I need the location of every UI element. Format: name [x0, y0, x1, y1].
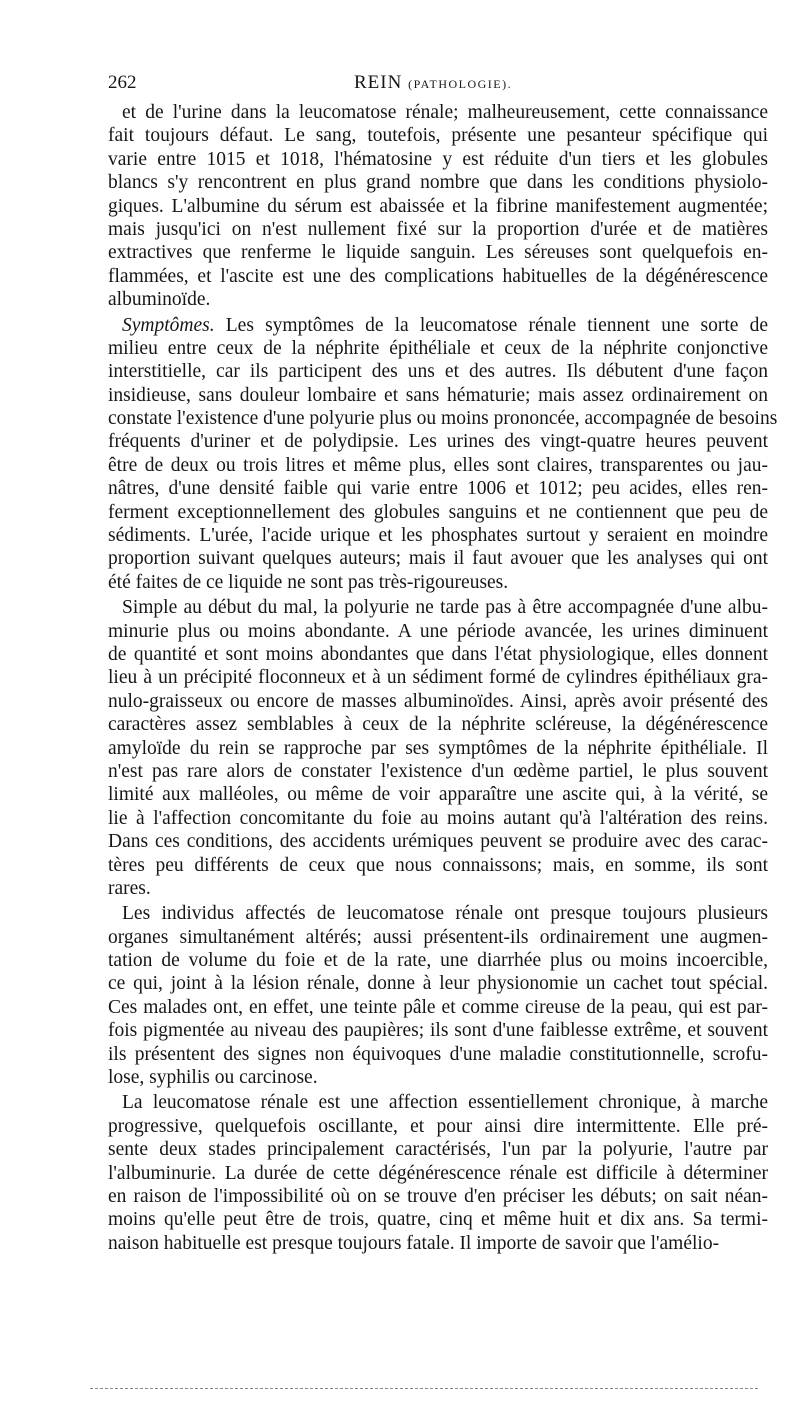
text-line: Les individus affectés de leucomatose rénale ont presque toujours plusieurs — [122, 903, 768, 925]
text-line: fois pigmentée au niveau des paupières; ils sont d'une faiblesse extrême, et souvent — [108, 1020, 768, 1042]
text-line: milieu entre ceux de la néphrite épithéliale et ceux de la néphrite conjonctive — [108, 337, 768, 359]
text-line: tères peu différents de ceux que nous connaissons; mais, en somme, ils sont — [108, 854, 768, 876]
text-line: extractives que renferme le liquide sanguin. Les séreuses sont quelquefois en- — [108, 242, 768, 264]
text-line: albuminoïde. — [108, 289, 211, 311]
text-line: tation de volume du foie et de la rate, une diarrhée plus ou moins incoercible, — [108, 950, 768, 972]
text-line: Ces malades ont, en effet, une teinte pâle et comme cireuse de la peau, qui est par- — [108, 996, 768, 1018]
footer-rule — [90, 1388, 758, 1389]
text-line: nâtres, d'une densité faible qui varie entre 1006 et 1012; peu acides, elles ren- — [108, 478, 768, 500]
body-text — [108, 101, 778, 1255]
text-line: mais jusqu'ici on n'est nullement fixé sur la proportion d'urée et de matières — [108, 218, 768, 240]
text-line: et de l'urine dans la leucomatose rénale; malheureusement, cette connaissance — [122, 102, 768, 123]
text-line: être de deux ou trois litres et même plus, elles sont claires, transparentes ou jau- — [108, 454, 768, 476]
page-number: 262 — [108, 72, 137, 93]
running-head — [354, 72, 512, 94]
text-line: varie entre 1015 et 1018, l'hématosine y est réduite d'un tiers et les globules — [108, 148, 768, 170]
text-line: lieu à un précipité floconneux et à un sédiment formé de cylindres épithéliaux gra- — [108, 667, 768, 689]
text-line: flammées, et l'ascite est une des complications habituelles de la dégénérescence — [108, 265, 768, 287]
section-heading: Symptômes. — [122, 314, 215, 336]
text-line: de quantité et sont moins abondantes que dans l'état physiologique, elles donnent — [108, 643, 768, 665]
text-line: nulo-graisseux ou encore de masses albuminoïdes. Ainsi, après avoir présenté des — [108, 690, 768, 712]
text-line: organes simultanément altérés; aussi présentent-ils ordinairement une augmen- — [108, 926, 768, 948]
text-line: sente deux stades principalement caractérisés, l'un par la polyurie, l'autre par — [108, 1139, 768, 1161]
text-line: progressive, quelquefois oscillante, et pour ainsi dire intermittente. Elle pré- — [108, 1115, 768, 1137]
line-text: Les symptômes de la leucomatose rénale tiennent une sorte de — [225, 314, 768, 336]
running-head-sub: (PATHOLOGIE). — [408, 77, 513, 91]
page-header — [108, 72, 768, 98]
text-line: fait toujours défaut. Le sang, toutefois, présente une pesanteur spécifique qui — [108, 125, 768, 147]
text-line: interstitielle, car ils participent des uns et des autres. Ils débutent d'une façon — [108, 361, 768, 383]
text-line: caractères assez semblables à ceux de la néphrite scléreuse, la dégénérescence — [108, 714, 768, 736]
text-line: fréquents d'uriner et de polydipsie. Les urines des vingt-quatre heures peuvent — [108, 431, 768, 453]
text-line: giques. L'albumine du sérum est abaissée et la fibrine manifestement augmentée; — [108, 195, 768, 217]
text-line: sédiments. L'urée, l'acide urique et les phosphates surtout y seraient en moindre — [108, 525, 768, 547]
text-line: ce qui, joint à la lésion rénale, donne à leur physionomie un cachet tout spécial. — [108, 973, 768, 995]
text-line: en raison de l'impossibilité où on se trouve d'en préciser les débuts; on sait néan- — [108, 1185, 768, 1207]
text-line: ils présentent des signes non équivoques d'une maladie constitutionnelle, scrofu- — [108, 1043, 768, 1065]
text-line: n'est pas rare alors de constater l'existence d'un œdème partiel, le plus souvent — [108, 760, 768, 782]
text-line: insidieuse, sans douleur lombaire et sans hématurie; mais assez ordinairement on — [108, 384, 768, 406]
text-line: été faites de ce liquide ne sont pas très-rigoureuses. — [108, 571, 509, 593]
text-line: Dans ces conditions, des accidents urémiques peuvent se produire avec des carac- — [108, 831, 768, 853]
running-head-main: REIN — [354, 72, 403, 93]
text-line: naison habituelle est presque toujours fatale. Il importe de savoir que l'amélio- — [108, 1232, 720, 1254]
text-line — [108, 314, 768, 337]
text-line: lie à l'affection concomitante du foie au moins autant qu'à l'altération des reins. — [108, 807, 768, 829]
text-line: Simple au début du mal, la polyurie ne tarde pas à être accompagnée d'une albu- — [122, 597, 768, 619]
text-line: rares. — [108, 877, 151, 899]
text-line: moins qu'elle peut être de trois, quatre, cinq et même huit et dix ans. Sa termi- — [108, 1209, 768, 1231]
text-line: La leucomatose rénale est une affection essentiellement chronique, à marche — [122, 1092, 768, 1114]
text-line: blancs s'y rencontrent en plus grand nombre que dans les conditions physiolo- — [108, 172, 768, 194]
text-line: ferment exceptionnellement des globules sanguins et ne contiennent que peu de — [108, 501, 768, 523]
text-line: lose, syphilis ou carcinose. — [108, 1067, 318, 1089]
text-line: constate l'existence d'une polyurie plus ou moins prononcée, accompagnée de besoins — [108, 408, 778, 430]
text-line: limité aux malléoles, ou même de voir apparaître une ascite qui, à la vérité, se — [108, 784, 768, 806]
text-line: l'albuminurie. La durée de cette dégénérescence rénale est difficile à déterminer — [108, 1162, 768, 1184]
text-line: amyloïde du rein se rapproche par ses symptômes de la néphrite épithéliale. Il — [108, 737, 768, 759]
text-line: minurie plus ou moins abondante. A une période avancée, les urines diminuent — [108, 620, 768, 642]
text-line: proportion suivant quelques auteurs; mais il faut avouer que les analyses qui ont — [108, 548, 768, 570]
